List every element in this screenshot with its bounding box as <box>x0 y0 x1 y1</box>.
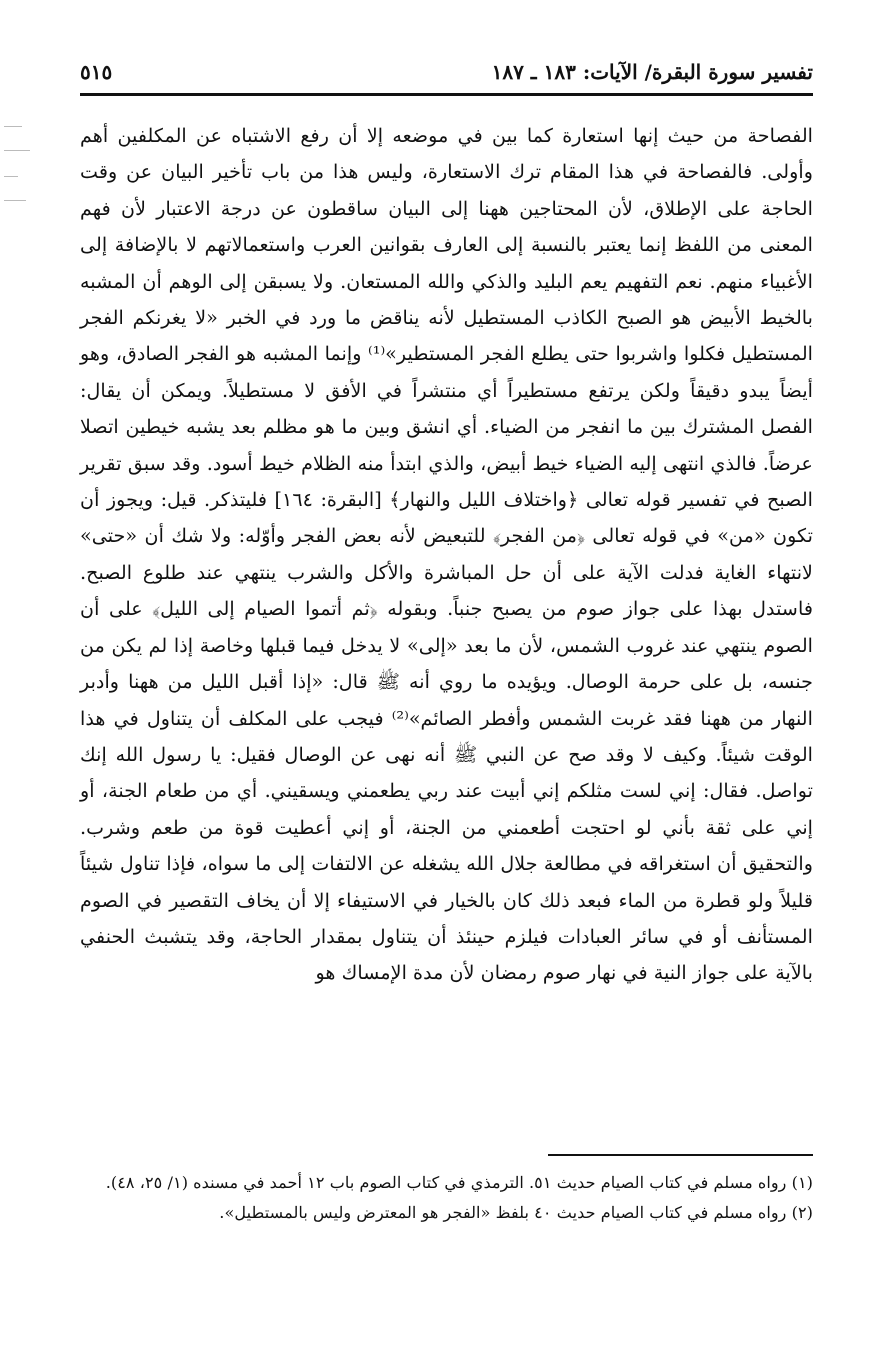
body-text <box>80 118 813 992</box>
header-title: تفسير سورة البقرة/ الآيات: ١٨٣ ـ ١٨٧ <box>491 60 813 84</box>
footnote-2: (٢) رواه مسلم في كتاب الصيام حديث ٤٠ بلفظ «الفجر هو المعترض وليس بالمستطيل». <box>219 1203 813 1222</box>
footnote-1: (١) رواه مسلم في كتاب الصيام حديث ٥١. الترمذي في كتاب الصوم باب ١٢ أحمد في مسنده (١/ ٢٥، ٤٨). <box>105 1173 813 1192</box>
footnotes <box>80 1168 813 1228</box>
margin-scan-marks <box>0 120 40 210</box>
header-rule <box>80 93 813 96</box>
body-paragraph: الفصاحة من حيث إنها استعارة كما بين في موضعه إلا أن رفع الاشتباه عن المكلفين أهم وأولى. فالفصاحة في هذا المقام ترك الاستعارة، وليس هذا من باب تأخير البيان عن وقت الحاجة على الإطلاق، لأن المحتاجين ههنا إلى البيان ساقطون عن درجة الاعتبار لأن فهم المعنى من اللفظ إنما يعتبر بالنسبة إلى العارف بقوانين العرب واستعمالاتهم لا بالإضافة إلى الأغبياء منهم. نعم التفهيم يعم البليد والذكي والله المستعان. ولا يسبقن إلى الوهم أن المشبه بالخيط الأبيض هو الصبح الكاذب المستطيل لأنه يناقض ما ورد في الخبر «لا يغرنكم الفجر المستطيل فكلوا واشربوا حتى يطلع الفجر المستطير»⁽¹⁾ وإنما المشبه هو الفجر الصادق، وهو أيضاً يبدو دقيقاً ولكن يرتفع مستطيراً أي منتشراً في الأفق لا مستطيلاً. ويمكن أن يقال: الفصل المشترك بين ما انفجر من الضياء. أي انشق وبين ما هو مظلم بعد يشبه خيطين اتصلا عرضاً. فالذي انتهى إليه الضياء خيط أبيض، والذي ابتدأ منه الظلام خيط أسود. وقد سبق تقرير الصبح في تفسير قوله تعالى ﴿واختلاف الليل والنهار﴾ [البقرة: ١٦٤] فليتذكر. قيل: ويجوز أن تكون «من» في قوله تعالى ﴿من الفجر﴾ للتبعيض لأنه بعض الفجر وأوّله: ولا شك أن «حتى» لانتهاء الغاية فدلت الآية على أن حل المباشرة والأكل والشرب ينتهي عند طلوع الصبح. فاستدل بهذا على جواز صوم من يصبح جنباً. وبقوله ﴿ثم أتموا الصيام إلى الليل﴾ على أن الصوم ينتهي عند غروب الشمس، لأن ما بعد «إلى» لا يدخل فيما قبلها وخاصة إذا لم يكن من جنسه، بل على حرمة الوصال. ويؤيده ما روي أنه ﷺ قال: «إذا أقبل الليل من ههنا وأدبر النهار من ههنا فقد غربت الشمس وأفطر الصائم»⁽²⁾ فيجب على المكلف أن يتناول في هذا الوقت شيئاً. وكيف لا وقد صح عن النبي ﷺ أنه نهى عن الوصال فقيل: يا رسول الله إنك تواصل. فقال: إني لست مثلكم إني أبيت عند ربي يطعمني ويسقيني. أي من طعام الجنة، أو إني على ثقة بأني لو احتجت أطعمني من الجنة، أو إني أعطيت قوة من طعم وشرب. والتحقيق أن استغراقه في مطالعة جلال الله يشغله عن الالتفات إلى ما سواه، فإذا تناول شيئاً قليلاً ولو قطرة من الماء فبعد ذلك كان بالخيار في الاستيفاء إلا أن يخاف التقصير في الصوم المستأنف أو في سائر العبادات فيلزم حينئذ أن يتناول بمقدار الحاجة، وقد يتشبث الحنفي بالآية على جواز النية في نهار صوم رمضان لأن مدة الإمساك هو <box>80 124 813 985</box>
page-number: ٥١٥ <box>80 60 113 84</box>
footnote-rule <box>548 1154 813 1156</box>
running-header <box>80 60 813 88</box>
